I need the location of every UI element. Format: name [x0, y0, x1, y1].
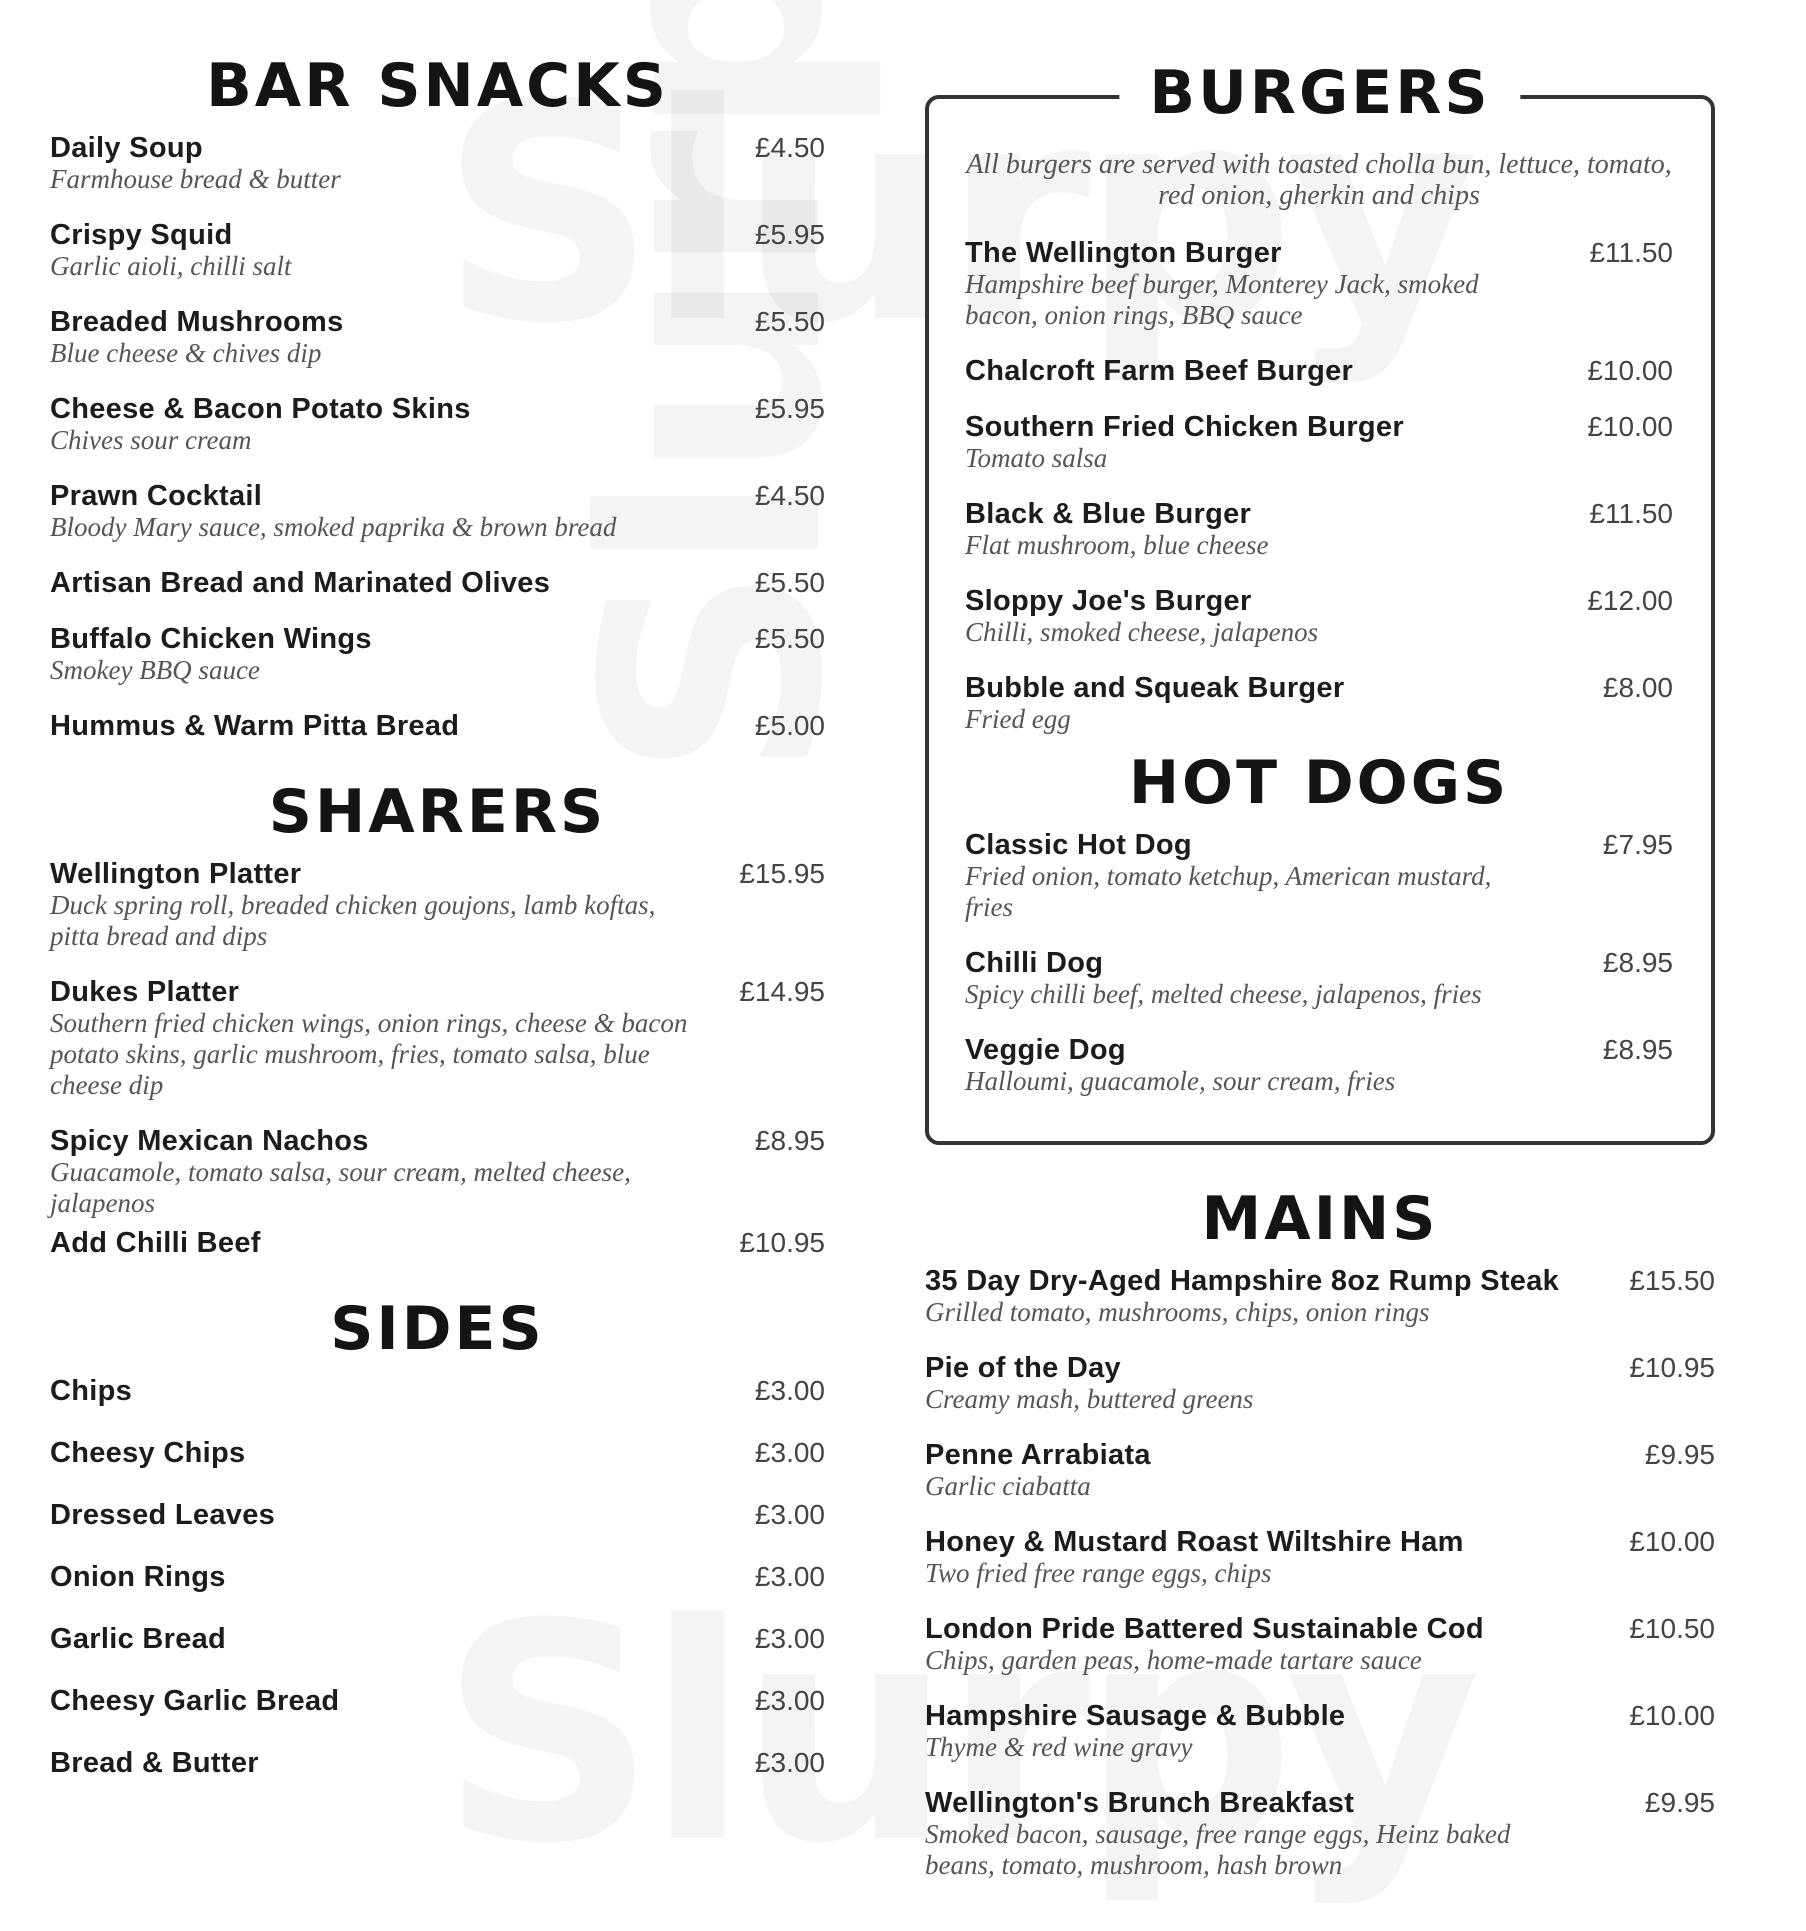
item-desc: Smoked bacon, sausage, free range eggs, Heinz baked beans, tomato, mushroom, hash brown	[925, 1819, 1511, 1880]
item-name: Wellington Platter	[50, 858, 302, 890]
item-price: £3.00	[754, 1375, 825, 1406]
item-desc: Garlic ciabatta	[925, 1471, 1091, 1501]
item-name: Honey & Mustard Roast Wiltshire Ham	[925, 1526, 1464, 1558]
item-name: Bread & Butter	[50, 1747, 259, 1779]
item-desc: Farmhouse bread & butter	[50, 164, 341, 194]
item-price: £3.00	[754, 1499, 825, 1530]
menu-item	[50, 480, 825, 543]
item-price: £3.00	[754, 1685, 825, 1716]
menu-item	[50, 1623, 825, 1655]
menu-item	[965, 411, 1673, 474]
menu-item	[50, 306, 825, 369]
item-price: £4.50	[754, 480, 825, 511]
item-price: £8.95	[1602, 1034, 1673, 1065]
bar-snacks-heading: BAR SNACKS	[206, 51, 669, 121]
item-price: £5.50	[754, 623, 825, 654]
item-price: £10.00	[1629, 1700, 1715, 1731]
hot-dogs-heading: HOT DOGS	[1128, 748, 1510, 818]
item-price: £10.95	[739, 1227, 825, 1258]
item-desc: Fried egg	[965, 704, 1071, 734]
item-price: £3.00	[754, 1561, 825, 1592]
item-name: Sloppy Joe's Burger	[965, 585, 1252, 617]
item-price: £5.50	[754, 306, 825, 337]
item-name: Buffalo Chicken Wings	[50, 623, 372, 655]
menu-item	[50, 1125, 825, 1219]
menu-item	[50, 1375, 825, 1407]
item-name: Chilli Dog	[965, 947, 1104, 979]
menu-item	[965, 672, 1673, 735]
item-desc: Tomato salsa	[965, 443, 1108, 473]
menu-item	[50, 623, 825, 686]
menu-item	[50, 393, 825, 456]
menu-item	[925, 1613, 1715, 1676]
mains-section	[925, 1173, 1715, 1881]
item-name: Dukes Platter	[50, 976, 240, 1008]
item-price: £4.50	[754, 132, 825, 163]
item-price: £10.95	[1629, 1352, 1715, 1383]
item-name: Onion Rings	[50, 1561, 226, 1593]
item-name: Bubble and Squeak Burger	[965, 672, 1345, 704]
item-price: £3.00	[754, 1747, 825, 1778]
menu-item	[925, 1526, 1715, 1589]
menu-item	[50, 1747, 825, 1779]
item-price: £9.95	[1644, 1787, 1715, 1818]
item-price: £11.50	[1589, 237, 1673, 268]
burgers-intro: All burgers are served with toasted cholla bun, lettuce, tomato, red onion, gherkin and chips	[966, 149, 1672, 211]
item-name: Add Chilli Beef	[50, 1227, 261, 1259]
menu-item	[925, 1787, 1715, 1881]
item-name: Crispy Squid	[50, 219, 233, 251]
item-price: £10.00	[1587, 411, 1673, 442]
item-price: £3.00	[754, 1437, 825, 1468]
item-name: Pie of the Day	[925, 1352, 1121, 1384]
hot-dogs-list	[965, 829, 1673, 1097]
menu-item	[965, 829, 1673, 923]
item-price: £15.50	[1629, 1265, 1715, 1296]
item-name: Prawn Cocktail	[50, 480, 263, 512]
item-desc: Spicy chilli beef, melted cheese, jalapenos, fries	[965, 979, 1482, 1009]
menu-item	[50, 1685, 825, 1717]
menu-item	[50, 1561, 825, 1593]
menu-item	[925, 1265, 1715, 1328]
item-name: Cheesy Chips	[50, 1437, 246, 1469]
item-desc: Grilled tomato, mushrooms, chips, onion rings	[925, 1297, 1430, 1327]
menu-item	[965, 585, 1673, 648]
item-price: £7.95	[1602, 829, 1673, 860]
mains-list	[925, 1265, 1715, 1881]
left-column	[50, 40, 825, 1809]
item-name: Chalcroft Farm Beef Burger	[965, 355, 1354, 387]
item-desc: Bloody Mary sauce, smoked paprika & brown bread	[50, 512, 617, 542]
menu-item	[50, 1437, 825, 1469]
item-desc: Fried onion, tomato ketchup, American mustard, fries	[965, 861, 1492, 922]
item-desc: Smokey BBQ sauce	[50, 655, 260, 685]
item-desc: Creamy mash, buttered greens	[925, 1384, 1254, 1414]
item-name: Spicy Mexican Nachos	[50, 1125, 369, 1157]
item-desc: Guacamole, tomato salsa, sour cream, melted cheese, jalapenos	[50, 1157, 631, 1218]
menu-item	[925, 1352, 1715, 1415]
item-desc: Thyme & red wine gravy	[925, 1732, 1193, 1762]
item-price: £5.95	[754, 393, 825, 424]
item-desc: Chilli, smoked cheese, jalapenos	[965, 617, 1319, 647]
item-name: Hampshire Sausage & Bubble	[925, 1700, 1346, 1732]
item-price: £11.50	[1589, 498, 1673, 529]
item-name: Veggie Dog	[965, 1034, 1126, 1066]
menu-item	[925, 1700, 1715, 1763]
sharers-list	[50, 858, 825, 1259]
mains-heading: MAINS	[1201, 1184, 1439, 1254]
right-column	[925, 40, 1715, 1905]
menu-item	[50, 710, 825, 742]
item-price: £8.00	[1602, 672, 1673, 703]
burgers-box	[925, 58, 1715, 1145]
item-name: Black & Blue Burger	[965, 498, 1252, 530]
item-price: £3.00	[754, 1623, 825, 1654]
item-name: Chips	[50, 1375, 133, 1407]
menu-item	[965, 498, 1673, 561]
item-price: £9.95	[1644, 1439, 1715, 1470]
item-price: £10.00	[1629, 1526, 1715, 1557]
item-price: £10.00	[1587, 355, 1673, 386]
menu-item	[50, 219, 825, 282]
menu-item	[50, 567, 825, 599]
item-desc: Flat mushroom, blue cheese	[965, 530, 1269, 560]
item-desc: Southern fried chicken wings, onion rings, cheese & bacon potato skins, garlic mushroom, fries, tomato salsa, blue cheese dip	[50, 1008, 688, 1100]
item-price: £15.95	[739, 858, 825, 889]
item-name: Garlic Bread	[50, 1623, 227, 1655]
item-price: £8.95	[1602, 947, 1673, 978]
item-price: £12.00	[1587, 585, 1673, 616]
item-price: £5.95	[754, 219, 825, 250]
item-name: Hummus & Warm Pitta Bread	[50, 710, 460, 742]
item-price: £5.50	[754, 567, 825, 598]
menu-item	[50, 1499, 825, 1531]
menu-item	[965, 237, 1673, 331]
sharers-section	[50, 766, 825, 1259]
burgers-heading: BURGERS	[1119, 47, 1520, 139]
item-price: £14.95	[739, 976, 825, 1007]
item-desc: Two fried free range eggs, chips	[925, 1558, 1272, 1588]
item-name: Wellington's Brunch Breakfast	[925, 1787, 1355, 1819]
menu-item	[50, 976, 825, 1101]
item-desc: Garlic aioli, chilli salt	[50, 251, 292, 281]
burgers-list	[965, 237, 1673, 735]
item-desc: Chips, garden peas, home-made tartare sauce	[925, 1645, 1422, 1675]
item-name: Daily Soup	[50, 132, 203, 164]
sides-section	[50, 1283, 825, 1779]
menu-item	[965, 947, 1673, 1010]
item-name: Dressed Leaves	[50, 1499, 276, 1531]
item-name: Cheesy Garlic Bread	[50, 1685, 340, 1717]
item-name: Artisan Bread and Marinated Olives	[50, 567, 551, 599]
menu-item	[50, 132, 825, 195]
item-name: Classic Hot Dog	[965, 829, 1192, 861]
sides-heading: SIDES	[330, 1294, 545, 1364]
sharers-heading: SHARERS	[268, 777, 607, 847]
menu-item	[50, 858, 825, 952]
sides-list	[50, 1375, 825, 1779]
item-desc: Duck spring roll, breaded chicken goujons, lamb koftas, pitta bread and dips	[50, 890, 656, 951]
item-desc: Blue cheese & chives dip	[50, 338, 322, 368]
item-price: £10.50	[1629, 1613, 1715, 1644]
item-name: 35 Day Dry-Aged Hampshire 8oz Rump Steak	[925, 1265, 1560, 1297]
menu-item	[50, 1227, 825, 1259]
item-price: £8.95	[754, 1125, 825, 1156]
item-price: £5.00	[754, 710, 825, 741]
item-name: Penne Arrabiata	[925, 1439, 1151, 1471]
bar-snacks-section	[50, 40, 825, 742]
item-desc: Hampshire beef burger, Monterey Jack, smoked bacon, onion rings, BBQ sauce	[965, 269, 1479, 330]
menu-item	[925, 1439, 1715, 1502]
item-name: Breaded Mushrooms	[50, 306, 344, 338]
item-name: The Wellington Burger	[965, 237, 1282, 269]
item-name: Cheese & Bacon Potato Skins	[50, 393, 471, 425]
menu-item	[965, 1034, 1673, 1097]
item-name: Southern Fried Chicken Burger	[965, 411, 1404, 443]
item-desc: Chives sour cream	[50, 425, 252, 455]
menu-item	[965, 355, 1673, 387]
item-desc: Halloumi, guacamole, sour cream, fries	[965, 1066, 1396, 1096]
item-name: London Pride Battered Sustainable Cod	[925, 1613, 1484, 1645]
bar-snacks-list	[50, 132, 825, 742]
